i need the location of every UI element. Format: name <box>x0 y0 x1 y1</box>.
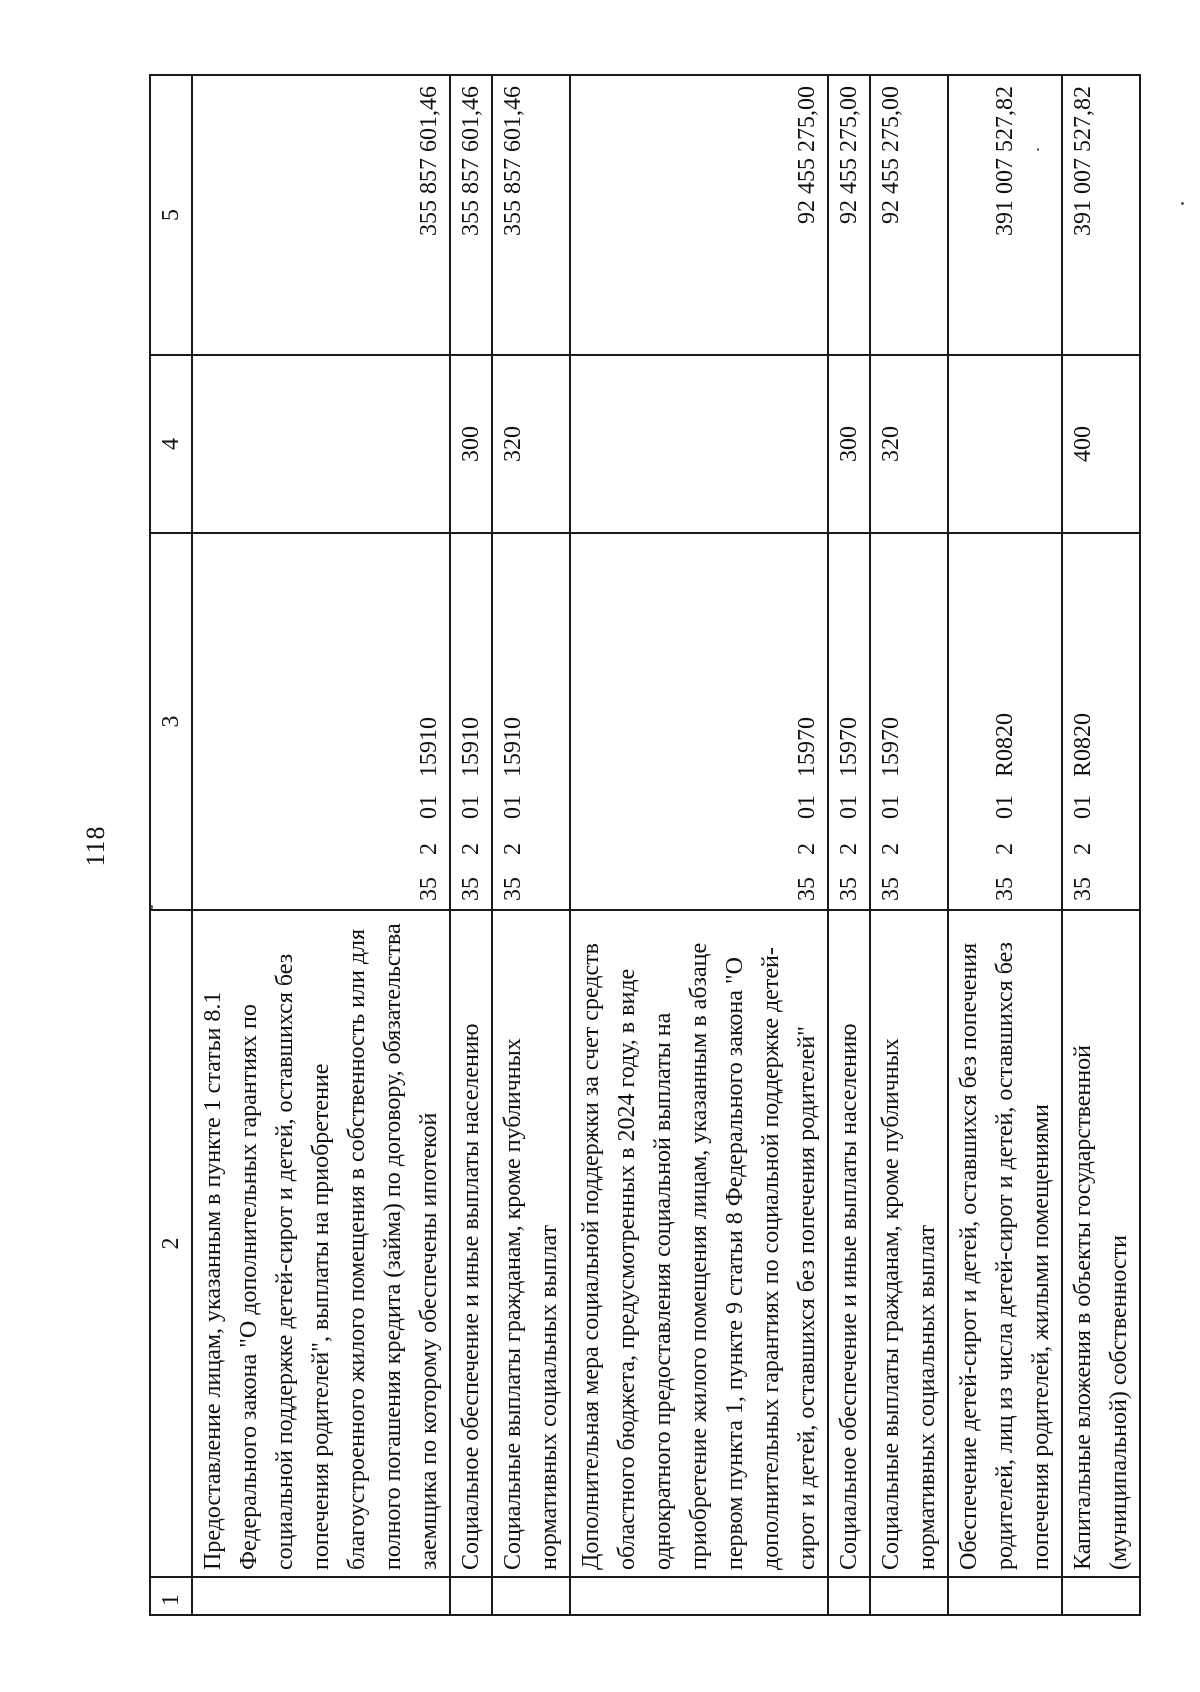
code-program: 35 <box>992 877 1018 901</box>
code-direction: 15910 <box>458 717 484 777</box>
row-number-cell <box>828 1577 870 1615</box>
rotated-sheet <box>149 76 1132 1616</box>
row-expense-type <box>570 355 828 533</box>
code-event: 01 <box>794 795 820 819</box>
header-col-1: 1 <box>150 1577 192 1615</box>
row-description: Социальные выплаты гражданам, кроме публичных нормативных социальных выплат <box>492 910 570 1577</box>
code-subprogram: 2 <box>416 843 442 855</box>
budget-table <box>149 74 1141 1616</box>
code-event: 01 <box>458 795 484 819</box>
code-event: 01 <box>1070 795 1096 819</box>
code-program: 35 <box>458 877 484 901</box>
row-number-cell <box>570 1577 828 1615</box>
code-direction: 15910 <box>500 717 526 777</box>
code-program: 35 <box>500 877 526 901</box>
row-number-cell <box>192 1577 450 1615</box>
row-description: Социальные выплаты гражданам, кроме публичных нормативных социальных выплат <box>870 910 948 1577</box>
code-program: 35 <box>794 877 820 901</box>
row-description: Социальное обеспечение и иные выплаты населению <box>828 910 870 1577</box>
row-number-cell <box>948 1577 1062 1615</box>
row-description: Предоставление лицам, указанным в пункте 1 статьи 8.1 Федерального закона "О дополнительных гарантиях по социальной поддержке детей-сирот и детей, оставшихся без попечения родителей", выплаты на приобретение благоустроенного жилого помещения в собственность или для полного погашения кредита (займа) по договору, обязательства заемщика по которому обеспечены ипотекой <box>192 910 450 1577</box>
code-program: 35 <box>1070 877 1096 901</box>
code-event: 01 <box>836 795 862 819</box>
row-expense-type: 300 <box>828 355 870 533</box>
row-number-cell <box>870 1577 948 1615</box>
code-subprogram: 2 <box>500 843 526 855</box>
code-direction: R0820 <box>1070 712 1096 777</box>
header-col-5: 5 <box>150 75 192 355</box>
row-code <box>1062 533 1140 910</box>
row-amount: 92 455 275,00 <box>870 75 948 355</box>
code-subprogram: 2 <box>458 843 484 855</box>
code-event: 01 <box>878 795 904 819</box>
table-row <box>870 75 948 1615</box>
row-code <box>492 533 570 910</box>
row-expense-type: 320 <box>870 355 948 533</box>
header-col-2: 2 <box>150 910 192 1577</box>
row-code <box>828 533 870 910</box>
code-event: 01 <box>500 795 526 819</box>
row-expense-type: 400 <box>1062 355 1140 533</box>
row-code <box>948 533 1062 910</box>
page-number: 118 <box>81 825 110 867</box>
row-description: Дополнительная мера социальной поддержки за счет средств областного бюджета, предусмотренных в 2024 году, в виде однократного предоставления социальной выплаты на приобретение жилого помещения лицам, указанным в абзаце первом пункта 1, пункте 9 статьи 8 Федерального закона "О дополнительных гарантиях по социальной поддержке детей-сирот и детей, оставшихся без попечения родителей" <box>570 910 828 1577</box>
row-code <box>570 533 828 910</box>
table-row <box>948 75 1062 1615</box>
row-amount: 355 857 601,46 <box>450 75 492 355</box>
row-expense-type <box>948 355 1062 533</box>
code-direction: 15970 <box>794 717 820 777</box>
code-program: 35 <box>878 877 904 901</box>
row-amount: 92 455 275,00 <box>828 75 870 355</box>
code-event: 01 <box>992 795 1018 819</box>
table-row <box>828 75 870 1615</box>
code-event: 01 <box>416 795 442 819</box>
row-description: Обеспечение детей-сирот и детей, оставшихся без попечения родителей, лиц из числа детей-сирот и детей, оставшихся без попечения родителей, жилыми помещениями <box>948 910 1062 1577</box>
row-number-cell <box>1062 1577 1140 1615</box>
header-col-4: 4 <box>150 355 192 533</box>
scan-speck <box>1181 202 1184 205</box>
row-code <box>192 533 450 910</box>
table-row <box>492 75 570 1615</box>
table-row <box>1062 75 1140 1615</box>
code-subprogram: 2 <box>878 843 904 855</box>
code-direction: 15970 <box>878 717 904 777</box>
row-amount: 391 007 527,82 <box>1062 75 1140 355</box>
row-amount: 355 857 601,46 <box>492 75 570 355</box>
table-header-row <box>150 75 192 1615</box>
row-description: Капитальные вложения в объекты государственной (муниципальной) собственности <box>1062 910 1140 1577</box>
code-program: 35 <box>416 877 442 901</box>
row-amount: 92 455 275,00 <box>570 75 828 355</box>
row-expense-type <box>192 355 450 533</box>
row-number-cell <box>450 1577 492 1615</box>
code-subprogram: 2 <box>1070 843 1096 855</box>
row-expense-type: 300 <box>450 355 492 533</box>
table-row <box>192 75 450 1615</box>
code-direction: 15910 <box>416 717 442 777</box>
header-col-3: 3 <box>150 533 192 910</box>
code-subprogram: 2 <box>794 843 820 855</box>
row-expense-type: 320 <box>492 355 570 533</box>
code-subprogram: 2 <box>992 843 1018 855</box>
row-code <box>870 533 948 910</box>
table-row <box>570 75 828 1615</box>
row-amount: 391 007 527,82 <box>948 75 1062 355</box>
table-row <box>450 75 492 1615</box>
code-direction: 15970 <box>836 717 862 777</box>
row-code <box>450 533 492 910</box>
code-subprogram: 2 <box>836 843 862 855</box>
row-number-cell <box>492 1577 570 1615</box>
code-direction: R0820 <box>992 712 1018 777</box>
code-program: 35 <box>836 877 862 901</box>
row-amount: 355 857 601,46 <box>192 75 450 355</box>
row-description: Социальное обеспечение и иные выплаты населению <box>450 910 492 1577</box>
